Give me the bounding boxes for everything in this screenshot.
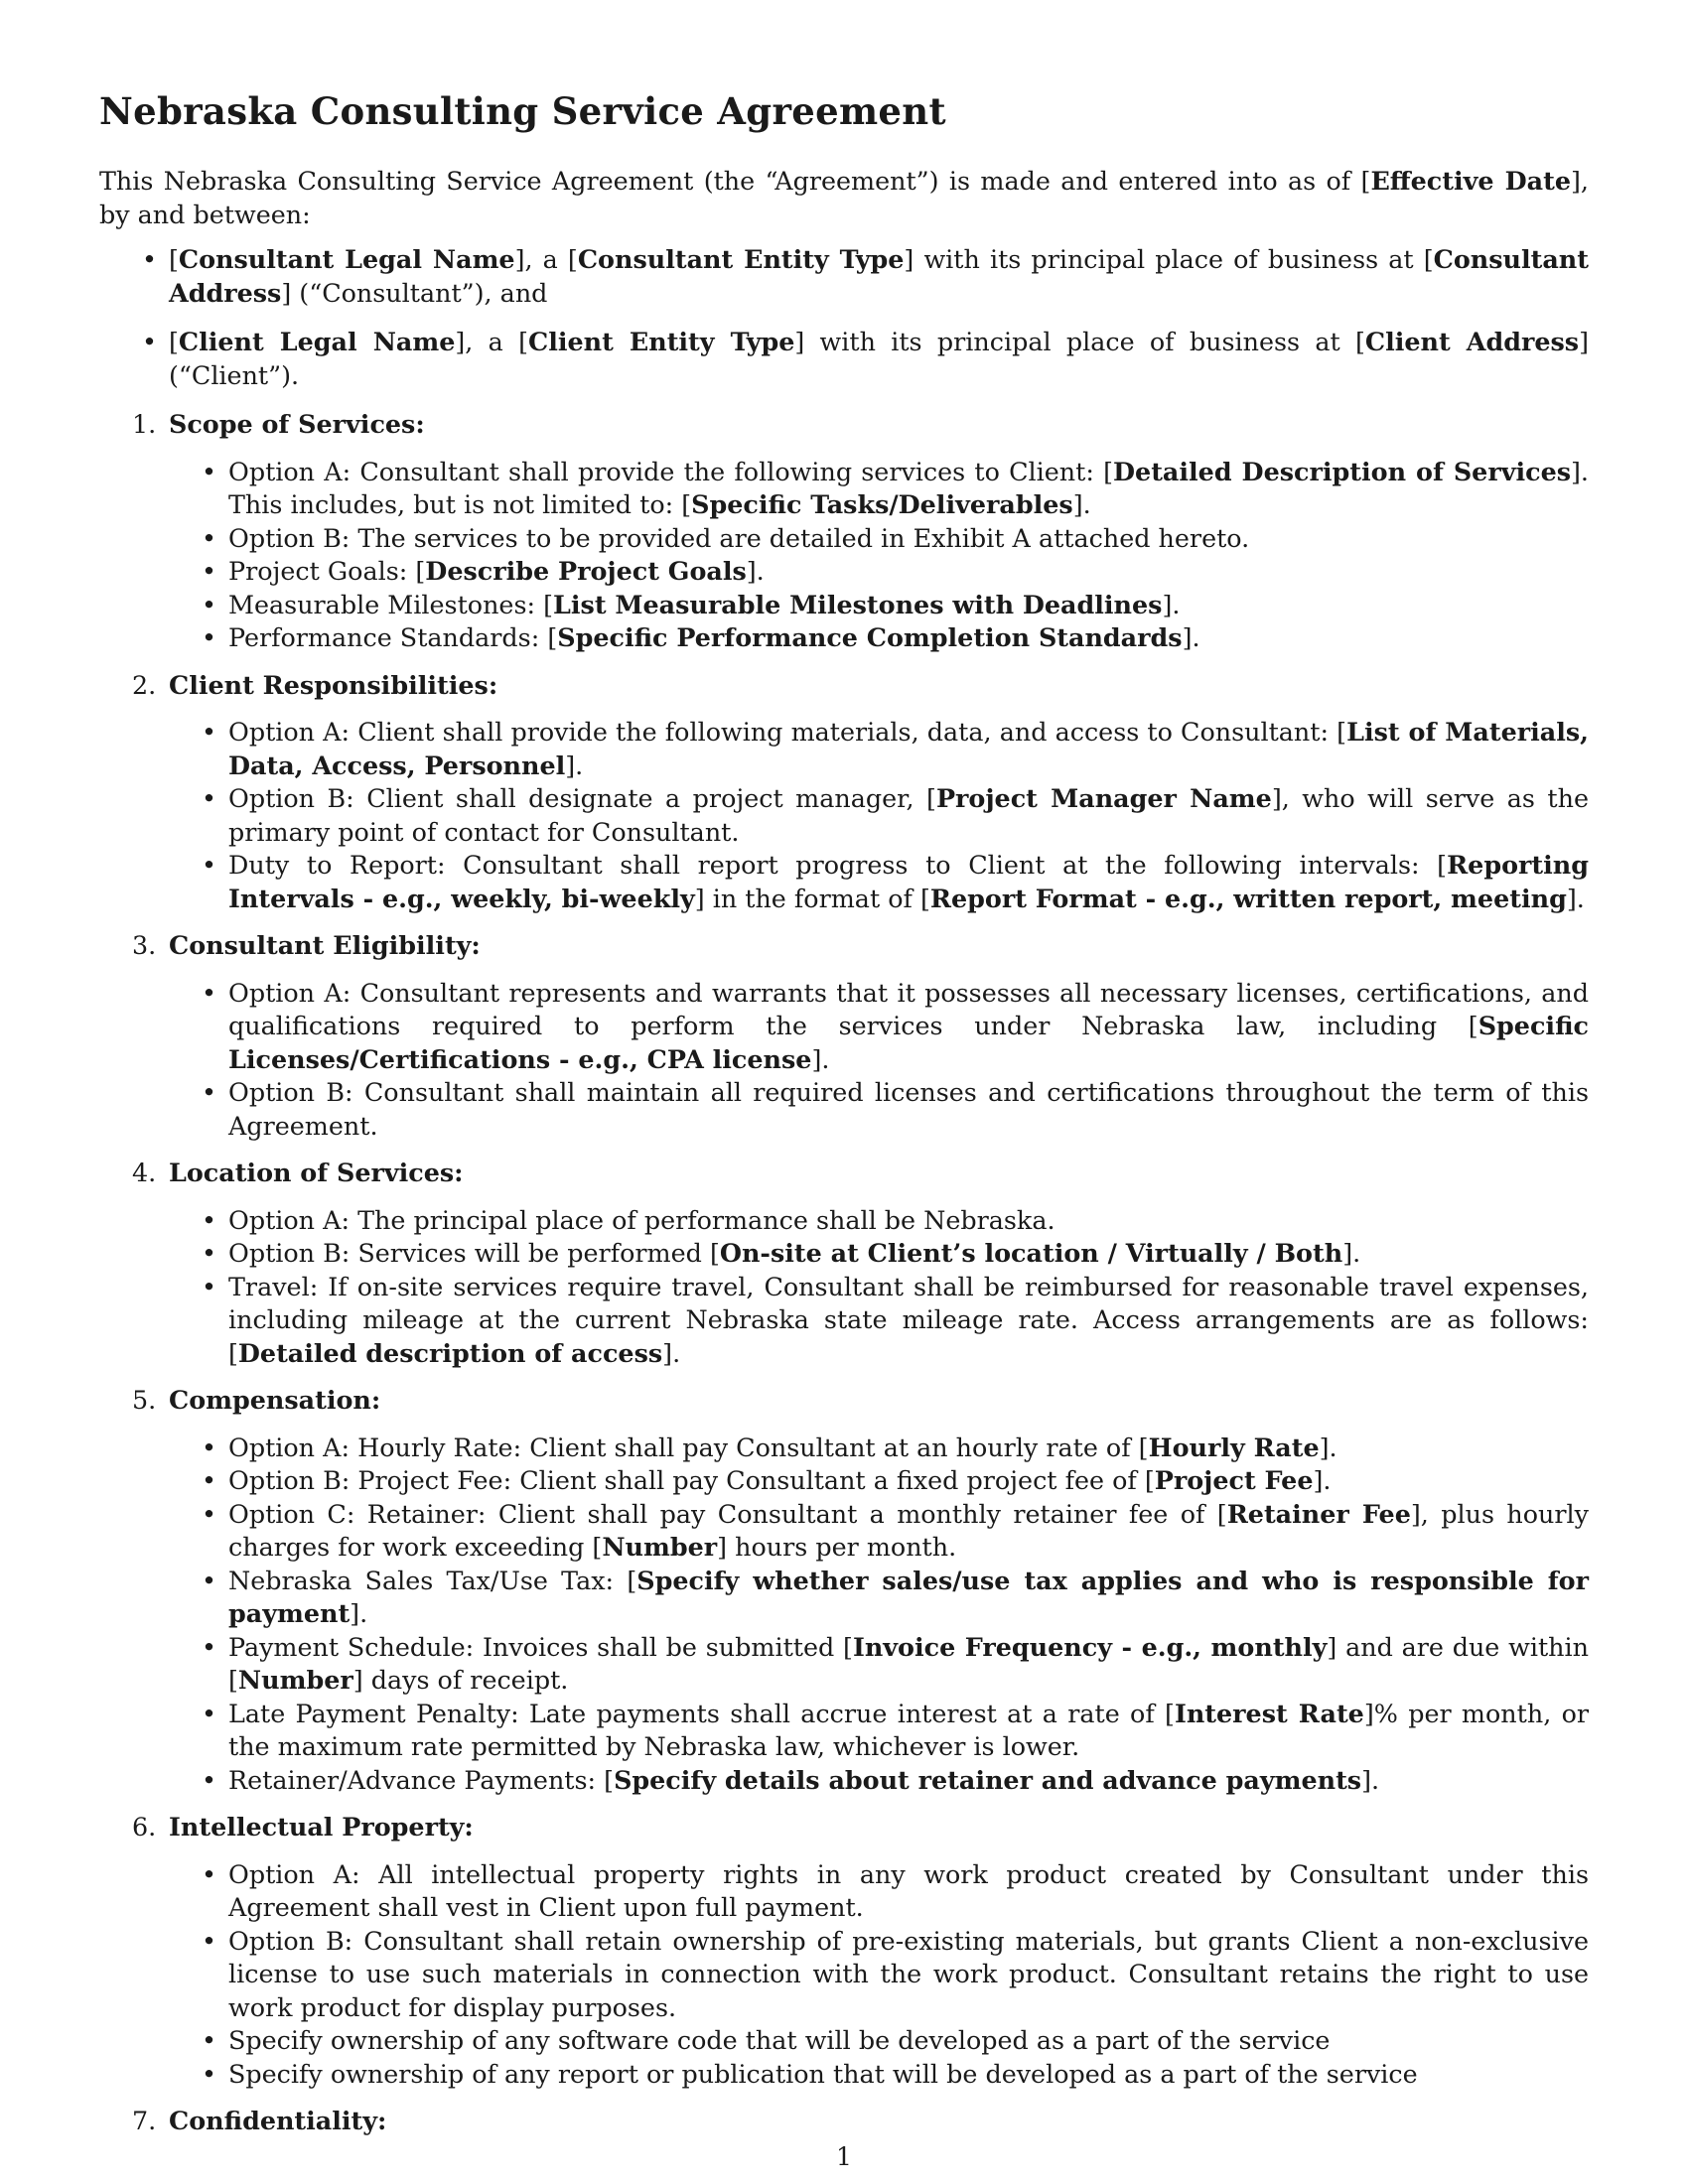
- text: ].: [1566, 883, 1585, 913]
- text: ].: [1162, 589, 1181, 619]
- section-number: 4.: [132, 1158, 157, 1187]
- placeholder: Specific Performance Completion Standards: [557, 622, 1183, 652]
- list-item: [228, 1271, 1589, 1371]
- list-item: [228, 456, 1589, 522]
- list-item: [228, 2058, 1589, 2092]
- text: Option B: Project Fee: Client shall pay Consultant a fixed project fee of [: [228, 1465, 1155, 1495]
- party-client: [169, 326, 1589, 392]
- text: Specify ownership of any software code that will be developed as a part of the service: [228, 2025, 1331, 2055]
- text: ].: [1361, 1764, 1380, 1795]
- section-items: [169, 716, 1589, 915]
- text: ].: [350, 1598, 368, 1628]
- placeholder: Specify details about retainer and advance payments: [614, 1764, 1362, 1795]
- placeholder: Client Legal Name: [178, 327, 456, 356]
- list-item: [228, 1565, 1589, 1631]
- page-number: 1: [836, 2142, 852, 2171]
- section-1: [132, 408, 1590, 655]
- text: ].: [1182, 622, 1200, 652]
- section-4: [132, 1157, 1589, 1370]
- list-item: [228, 977, 1589, 1077]
- text: Project Goals: [: [228, 556, 426, 586]
- document-title: Nebraska Consulting Service Agreement: [99, 89, 946, 133]
- text: Option A: Client shall provide the following materials, data, and access to Consultant: [: [228, 717, 1347, 747]
- placeholder: Consultant Legal Name: [178, 244, 515, 274]
- text: ].: [1072, 489, 1091, 519]
- section-items: [169, 977, 1589, 1144]
- text: ].: [1319, 1432, 1337, 1462]
- text: ].: [811, 1043, 830, 1074]
- text: Measurable Milestones: [: [228, 589, 554, 619]
- text: [: [169, 244, 179, 274]
- section-number: 1.: [132, 409, 157, 439]
- placeholder: Number: [237, 1665, 353, 1695]
- placeholder: Detailed description of access: [237, 1337, 663, 1368]
- section-items: [169, 1204, 1589, 1371]
- placeholder: Client Address: [1364, 327, 1580, 356]
- text: ].: [1313, 1465, 1332, 1495]
- section-title: Location of Services:: [169, 1158, 464, 1187]
- text: ] hours per month.: [717, 1532, 957, 1562]
- placeholder: Reporting Intervals - e.g., weekly, bi-weekly: [228, 850, 1589, 913]
- placeholder: List Measurable Milestones with Deadlines: [553, 589, 1163, 619]
- text: ], a [: [514, 244, 578, 274]
- text: ]% per month, or the maximum rate permitted by Nebraska law, whichever is lower.: [228, 1698, 1590, 1761]
- text: ]. This includes, but is not limited to: [: [228, 456, 1590, 519]
- text: Option A: Consultant represents and warrants that it possesses all necessary licenses, certifications, and qualifications required to perform the services under Nebraska law, including [: [228, 977, 1589, 1040]
- section-number: 2.: [132, 669, 157, 700]
- section-2: [132, 669, 1589, 916]
- text: ].: [565, 750, 584, 780]
- text: ] in the format of [: [694, 883, 930, 913]
- intro-text: This Nebraska Consulting Service Agreement (the “Agreement”) is made and entered into as of [: [99, 166, 1371, 196]
- placeholder: Number: [602, 1532, 718, 1562]
- placeholder: Specific Tasks/Deliverables: [691, 489, 1073, 519]
- text: Option A: The principal place of performance shall be Nebraska.: [228, 1204, 1055, 1235]
- text: Retainer/Advance Payments: [: [228, 1764, 615, 1795]
- section-items: [169, 1432, 1589, 1798]
- sections-list: [99, 408, 1589, 2138]
- section-title: Scope of Services:: [169, 409, 425, 439]
- text: ] days of receipt.: [352, 1665, 569, 1695]
- intro-paragraph: [99, 165, 1589, 231]
- text: ], who will serve as the primary point of contact for Consultant.: [228, 783, 1589, 847]
- section-7: [132, 2105, 1589, 2138]
- list-item: [228, 1204, 1589, 1238]
- text: ].: [1342, 1238, 1361, 1268]
- section-title: Client Responsibilities:: [169, 669, 498, 700]
- text: Nebraska Sales Tax/Use Tax: [: [228, 1565, 637, 1595]
- text: Option B: Client shall designate a project manager, [: [228, 783, 936, 813]
- text: ], a [: [455, 327, 528, 356]
- list-item: [228, 716, 1589, 782]
- list-item: [228, 1764, 1589, 1798]
- text: Option B: Consultant shall retain ownership of pre-existing materials, but grants Client a non-exclusive license to use such materials in connection with the work product. Consultant retains the right to use work product for display purposes.: [228, 1925, 1589, 2022]
- section-6: [132, 1811, 1589, 2091]
- list-item: [228, 2024, 1589, 2058]
- text: Travel: If on-site services require travel, Consultant shall be reimbursed for reasonable travel expenses, including mileage at the current Nebraska state mileage rate. Access arrangements are as follows: [: [228, 1271, 1589, 1368]
- text: ] (“Consultant”), and: [281, 277, 548, 308]
- text: Option B: The services to be provided are detailed in Exhibit A attached hereto.: [228, 522, 1250, 553]
- section-number: 6.: [132, 1812, 157, 1842]
- text: Option C: Retainer: Client shall pay Consultant a monthly retainer fee of [: [228, 1498, 1227, 1529]
- list-item: [228, 1076, 1589, 1143]
- section-title: Intellectual Property:: [169, 1812, 474, 1842]
- section-items: [169, 1858, 1589, 2092]
- text: [: [169, 327, 179, 356]
- list-item: [228, 1432, 1589, 1465]
- section-number: 3.: [132, 930, 157, 960]
- text: ].: [662, 1337, 681, 1368]
- list-item: [228, 555, 1589, 589]
- text: Option A: Hourly Rate: Client shall pay Consultant at an hourly rate of [: [228, 1432, 1149, 1462]
- text: ] (“Client”).: [169, 327, 1589, 390]
- section-5: [132, 1384, 1590, 1797]
- parties-list: [99, 243, 1589, 392]
- section-title: Consultant Eligibility:: [169, 930, 481, 960]
- section-3: [132, 929, 1589, 1143]
- placeholder: Describe Project Goals: [425, 556, 747, 586]
- placeholder: On-site at Client’s location / Virtually / Both: [719, 1238, 1343, 1268]
- list-item: [228, 1631, 1589, 1698]
- list-item: [228, 1464, 1589, 1498]
- placeholder: Report Format - e.g., written report, meeting: [929, 883, 1567, 913]
- text: ] and are due within [: [228, 1631, 1589, 1695]
- placeholder: Project Fee: [1154, 1465, 1314, 1495]
- text: Option B: Consultant shall maintain all required licenses and certifications throughout the term of this Agreement.: [228, 1077, 1589, 1141]
- section-items: [169, 456, 1589, 655]
- list-item: [228, 1237, 1589, 1271]
- list-item: [228, 849, 1589, 915]
- placeholder: Project Manager Name: [935, 783, 1272, 813]
- placeholder: Retainer Fee: [1226, 1498, 1411, 1529]
- placeholder: Consultant Entity Type: [577, 244, 905, 274]
- list-item: [228, 1698, 1589, 1764]
- list-item: [228, 522, 1589, 556]
- effective-date-placeholder: Effective Date: [1370, 166, 1571, 196]
- section-title: Confidentiality:: [169, 2106, 387, 2135]
- text: ] with its principal place of business at [: [904, 244, 1434, 274]
- text: Specify ownership of any report or publication that will be developed as a part of the service: [228, 2058, 1418, 2089]
- list-item: [228, 1858, 1589, 1925]
- text: Option A: Consultant shall provide the following services to Client: [: [228, 456, 1114, 486]
- text: Payment Schedule: Invoices shall be submitted [: [228, 1631, 853, 1662]
- text: Option A: All intellectual property rights in any work product created by Consultant under this Agreement shall vest in Client upon full payment.: [228, 1858, 1589, 1922]
- list-item: [228, 589, 1589, 622]
- placeholder: Detailed Description of Services: [1113, 456, 1572, 486]
- placeholder: Client Entity Type: [527, 327, 795, 356]
- intro-text: ], by and between:: [99, 166, 1589, 229]
- section-number: 7.: [132, 2106, 157, 2135]
- text: ] with its principal place of business at [: [794, 327, 1365, 356]
- placeholder: Invoice Frequency - e.g., monthly: [852, 1631, 1328, 1662]
- list-item: [228, 621, 1589, 655]
- text: ].: [746, 556, 765, 586]
- text: Option B: Services will be performed [: [228, 1238, 720, 1268]
- section-number: 5.: [132, 1385, 157, 1415]
- placeholder: Specific Licenses/Certifications - e.g., CPA license: [228, 1011, 1589, 1074]
- text: Late Payment Penalty: Late payments shall accrue interest at a rate of [: [228, 1698, 1175, 1728]
- party-consultant: [169, 243, 1589, 310]
- list-item: [228, 1498, 1589, 1565]
- list-item: [228, 1925, 1589, 2025]
- placeholder: Specify whether sales/use tax applies and who is responsible for payment: [228, 1565, 1589, 1628]
- text: ], plus hourly charges for work exceeding [: [228, 1498, 1589, 1562]
- placeholder: Consultant Address: [169, 244, 1589, 308]
- placeholder: Hourly Rate: [1148, 1432, 1320, 1462]
- text: Duty to Report: Consultant shall report progress to Client at the following intervals: [: [228, 850, 1448, 880]
- document-page: [99, 87, 1589, 2152]
- text: Performance Standards: [: [228, 622, 558, 652]
- placeholder: List of Materials, Data, Access, Personnel: [228, 717, 1589, 780]
- list-item: [228, 782, 1589, 849]
- placeholder: Interest Rate: [1174, 1698, 1364, 1728]
- section-title: Compensation:: [169, 1385, 381, 1415]
